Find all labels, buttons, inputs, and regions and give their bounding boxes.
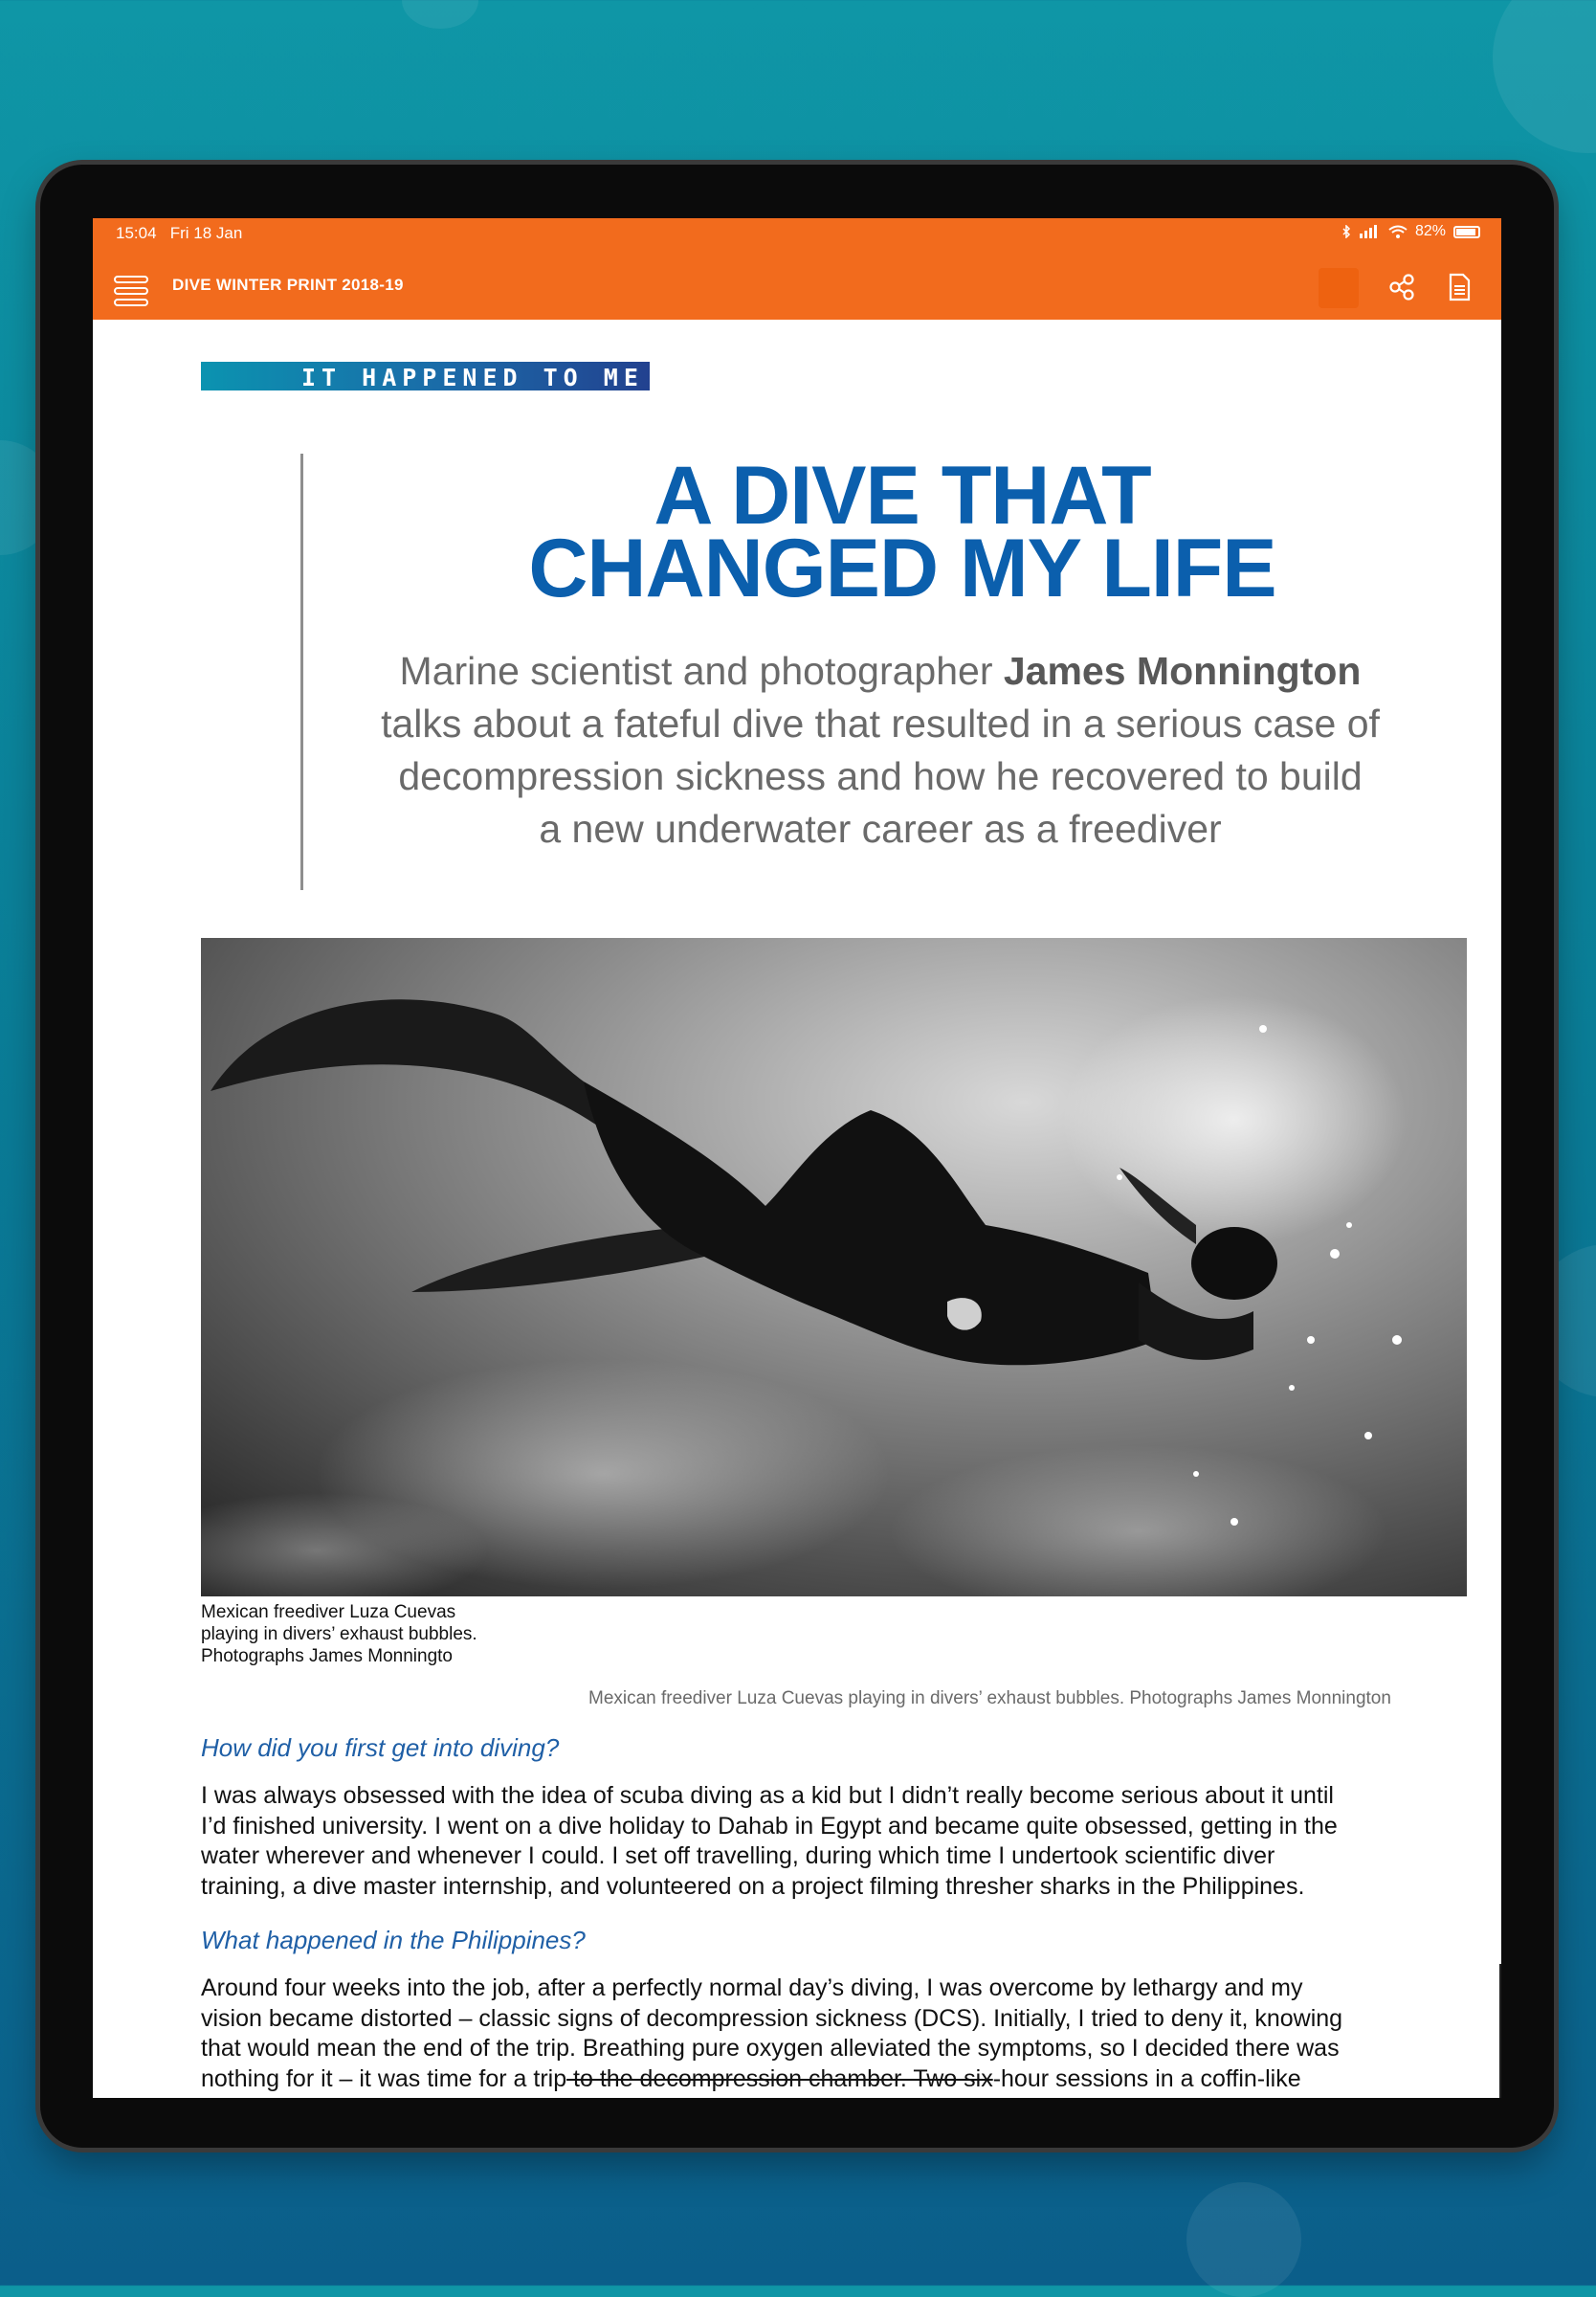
toolbar-placeholder-icon[interactable] (1319, 268, 1359, 308)
reader-screen (93, 218, 1501, 2098)
standfirst (340, 645, 1421, 856)
question-heading-2: What happened in the Philippines? (201, 1926, 586, 1954)
headline-line-2: CHANGED MY LIFE (528, 523, 1276, 614)
kicker-label: IT HAPPENED TO ME (301, 364, 644, 391)
scroll-indicator[interactable] (1499, 1964, 1501, 2098)
standfirst-line-4: a new underwater career as a freediver (539, 807, 1222, 851)
paragraph-line: Around four weeks into the job, after a perfectly normal day’s diving, I was overcome by lethargy and my (201, 1974, 1303, 2001)
publication-title: DIVE WINTER PRINT 2018-19 (172, 276, 404, 294)
paragraph-line: I was always obsessed with the idea of scuba diving as a kid but I didn’t really become serious about it until (201, 1782, 1334, 1809)
background-bubble (402, 0, 478, 29)
paragraph-line: that would mean the end of the trip. Breathing pure oxygen alleviated the symptoms, so I decided there was (201, 2035, 1340, 2062)
share-icon[interactable] (1385, 270, 1419, 304)
app-bar (93, 218, 1501, 320)
bluetooth-icon (1341, 225, 1352, 238)
status-clock (116, 224, 242, 243)
wifi-icon (1388, 225, 1408, 239)
status-indicators (1341, 223, 1480, 240)
headline-line-1: A DIVE THAT (654, 450, 1151, 542)
standfirst-line-2: talks about a fateful dive that resulted in a serious case of (381, 702, 1380, 746)
author-name: James Monnington (1003, 649, 1362, 693)
standfirst-text: Marine scientist and photographer (399, 649, 1004, 693)
background-bubble (1493, 0, 1596, 153)
background-bubble (1186, 2182, 1301, 2297)
paragraph-line: vision became distorted – classic signs of decompression sickness (DCS). Initially, I tried to deny it, knowing (201, 2004, 1343, 2032)
text-run: -hour sessions in a coffin-like (992, 2064, 1301, 2092)
caption-line: Mexican freediver Luza Cuevas (201, 1602, 456, 1622)
freediver-illustration (201, 938, 1467, 1596)
battery-percent: 82% (1414, 223, 1446, 239)
paragraph-line: water wherever and whenever I could. I set off travelling, during which time I undertook scientific diver (201, 1842, 1275, 1869)
section-kicker (201, 362, 650, 390)
signal-icon (1360, 225, 1381, 238)
question-heading-1: How did you first get into diving? (201, 1733, 560, 1762)
status-date: Fri 18 Jan (169, 224, 243, 242)
photo-caption-inline (201, 1601, 477, 1667)
document-icon[interactable] (1442, 270, 1476, 304)
answer-paragraph-2 (201, 1974, 1397, 2094)
paragraph-line: I’d finished university. I went on a dive holiday to Dahab in Egypt and became quite obsessed, getting in the (201, 1812, 1338, 1840)
freediver-photo (201, 938, 1467, 1596)
standfirst-line-1 (340, 645, 1421, 698)
caption-line: playing in divers’ exhaust bubbles. (201, 1624, 477, 1644)
answer-paragraph-1 (201, 1781, 1397, 1902)
hamburger-menu-icon[interactable] (114, 272, 148, 301)
battery-icon (1453, 226, 1480, 238)
caption-line: Photographs James Monningto (201, 1646, 453, 1666)
paragraph-line (201, 2064, 1397, 2095)
photo-caption: Mexican freediver Luza Cuevas playing in divers’ exhaust bubbles. Photographs James Monnington (588, 1688, 1391, 1708)
struck-text: to the decompression chamber. Two six (566, 2064, 993, 2092)
text-run: nothing for it – it was time for a trip (201, 2064, 567, 2092)
paragraph-line: training, a dive master internship, and volunteered on a project filming thresher sharks in the Philippines. (201, 1872, 1305, 1900)
standfirst-line-3: decompression sickness and how he recovered to build (398, 754, 1363, 798)
status-time: 15:04 (116, 224, 157, 242)
